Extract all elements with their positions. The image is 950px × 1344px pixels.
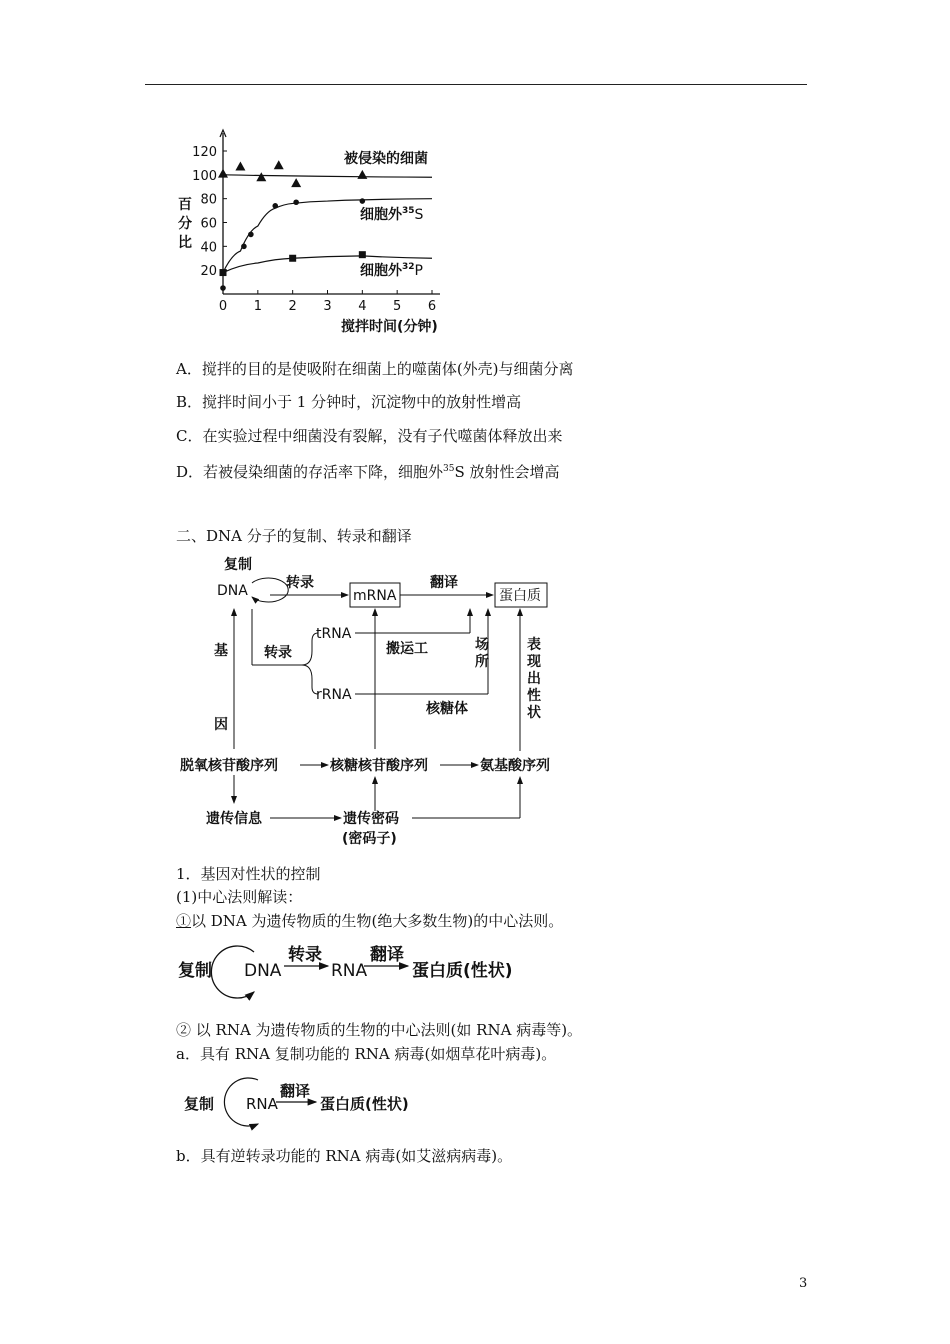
point-1-1-circle-1: ①以 DNA 为遗传物质的生物(绝大多数生物)的中心法则。 [176, 912, 564, 930]
dg-gene2: 因 [214, 717, 228, 733]
circle-point [220, 285, 226, 291]
circle-point [241, 244, 247, 250]
x-tick-label: 5 [393, 299, 402, 314]
dg-express: 表现出性状 [527, 637, 541, 721]
f1-translate: 翻译 [370, 945, 404, 965]
x-axis-label: 搅拌时间(分钟) [341, 319, 438, 335]
triangle-point [274, 160, 284, 169]
dg-trna: tRNA [316, 626, 352, 642]
dg-dna: DNA [217, 583, 248, 599]
f2-rna: RNA [246, 1095, 278, 1113]
triangle-point [357, 170, 367, 179]
dg-ribosome: 核糖体 [426, 701, 468, 717]
f1-transcribe: 转录 [288, 945, 322, 965]
dg-info: 遗传信息 [206, 811, 262, 827]
circle-point [272, 203, 278, 209]
f2-protein: 蛋白质(性状) [320, 1095, 409, 1113]
triangle-point [256, 172, 266, 181]
header-rule [145, 84, 807, 85]
point-1-1-circle-2: ② 以 RNA 为遗传物质的生物的中心法则(如 RNA 病毒等)。 [176, 1021, 583, 1039]
f2-translate: 翻译 [280, 1082, 311, 1100]
line-b: b．具有逆转录功能的 RNA 病毒(如艾滋病病毒)。 [176, 1147, 513, 1165]
x-tick-label: 0 [218, 299, 228, 314]
point-1-1: (1)中心法则解读： [176, 888, 303, 906]
triangle-point [291, 178, 301, 187]
central-dogma-flow-rna [176, 1072, 436, 1132]
dg-mrna: mRNA [353, 588, 397, 604]
circle-point [293, 199, 299, 205]
x-tick-label: 4 [358, 299, 367, 314]
x-tick-label: 3 [323, 299, 332, 314]
dg-copy: 复制 [224, 557, 252, 573]
series-label-35s: 细胞外$^{35}$S [360, 206, 424, 223]
triangle-point [218, 169, 228, 178]
y-tick-label: 80 [200, 192, 217, 208]
option-b: B．搅拌时间小于 1 分钟时，沉淀物中的放射性增高 [176, 393, 522, 411]
f2-copy: 复制 [184, 1095, 215, 1113]
option-a: A．搅拌的目的是使吸附在细菌上的噬菌体(外壳)与细菌分离 [176, 360, 574, 378]
y-axis-label: 百分比 [178, 197, 192, 251]
x-tick-label: 6 [427, 299, 437, 314]
dg-transcribe2: 转录 [264, 645, 292, 661]
dg-ribo: 核糖核苷酸序列 [330, 758, 428, 774]
dg-protein: 蛋白质 [499, 588, 541, 604]
section-2-heading: 二、DNA 分子的复制、转录和翻译 [176, 527, 412, 545]
dg-rrna: rRNA [316, 687, 352, 703]
dg-site: 场所 [475, 637, 489, 670]
dg-carrier: 搬运工 [386, 641, 428, 657]
dg-code: 遗传密码 [343, 811, 399, 827]
option-d: D．若被侵染细菌的存活率下降，细胞外$^{35}$S 放射性会增高 [176, 463, 560, 481]
central-dogma-diagram [180, 553, 610, 848]
line-a: a．具有 RNA 复制功能的 RNA 病毒(如烟草花叶病毒)。 [176, 1045, 557, 1063]
central-dogma-flow-dna [176, 936, 536, 1000]
option-c: C．在实验过程中细菌没有裂解，没有子代噬菌体释放出来 [176, 427, 563, 445]
series-curve-1 [223, 175, 432, 177]
y-tick-label: 20 [200, 264, 217, 280]
triangle-point [235, 161, 245, 170]
dg-codon: (密码子) [342, 831, 397, 847]
f1-dna: DNA [244, 961, 282, 981]
circle-point [360, 198, 366, 204]
replication-loop [252, 578, 288, 602]
y-tick-label: 100 [192, 168, 217, 184]
f1-protein: 蛋白质(性状) [412, 961, 513, 981]
dg-gene1: 基 [214, 643, 228, 659]
f1-rna: RNA [331, 961, 368, 981]
dg-transcribe: 转录 [286, 575, 314, 591]
page-number: 3 [799, 1276, 808, 1291]
series-label-32p: 细胞外$^{32}$P [360, 262, 423, 279]
series-label-infected: 被侵染的细菌 [344, 151, 428, 167]
y-tick-label: 40 [200, 240, 217, 256]
dg-deoxy: 脱氧核苷酸序列 [180, 758, 278, 774]
chart-stirring-time [160, 125, 460, 335]
x-tick-label: 2 [288, 299, 297, 314]
square-point [359, 251, 366, 258]
square-point [220, 269, 227, 276]
dg-amino: 氨基酸序列 [480, 758, 550, 774]
dg-translate: 翻译 [430, 575, 458, 591]
x-tick-label: 1 [253, 299, 262, 314]
square-point [289, 255, 296, 262]
point-1: 1．基因对性状的控制 [176, 865, 321, 883]
y-tick-label: 60 [200, 216, 217, 232]
circle-point [248, 232, 254, 238]
f1-copy: 复制 [178, 961, 212, 981]
y-tick-label: 120 [192, 145, 217, 160]
